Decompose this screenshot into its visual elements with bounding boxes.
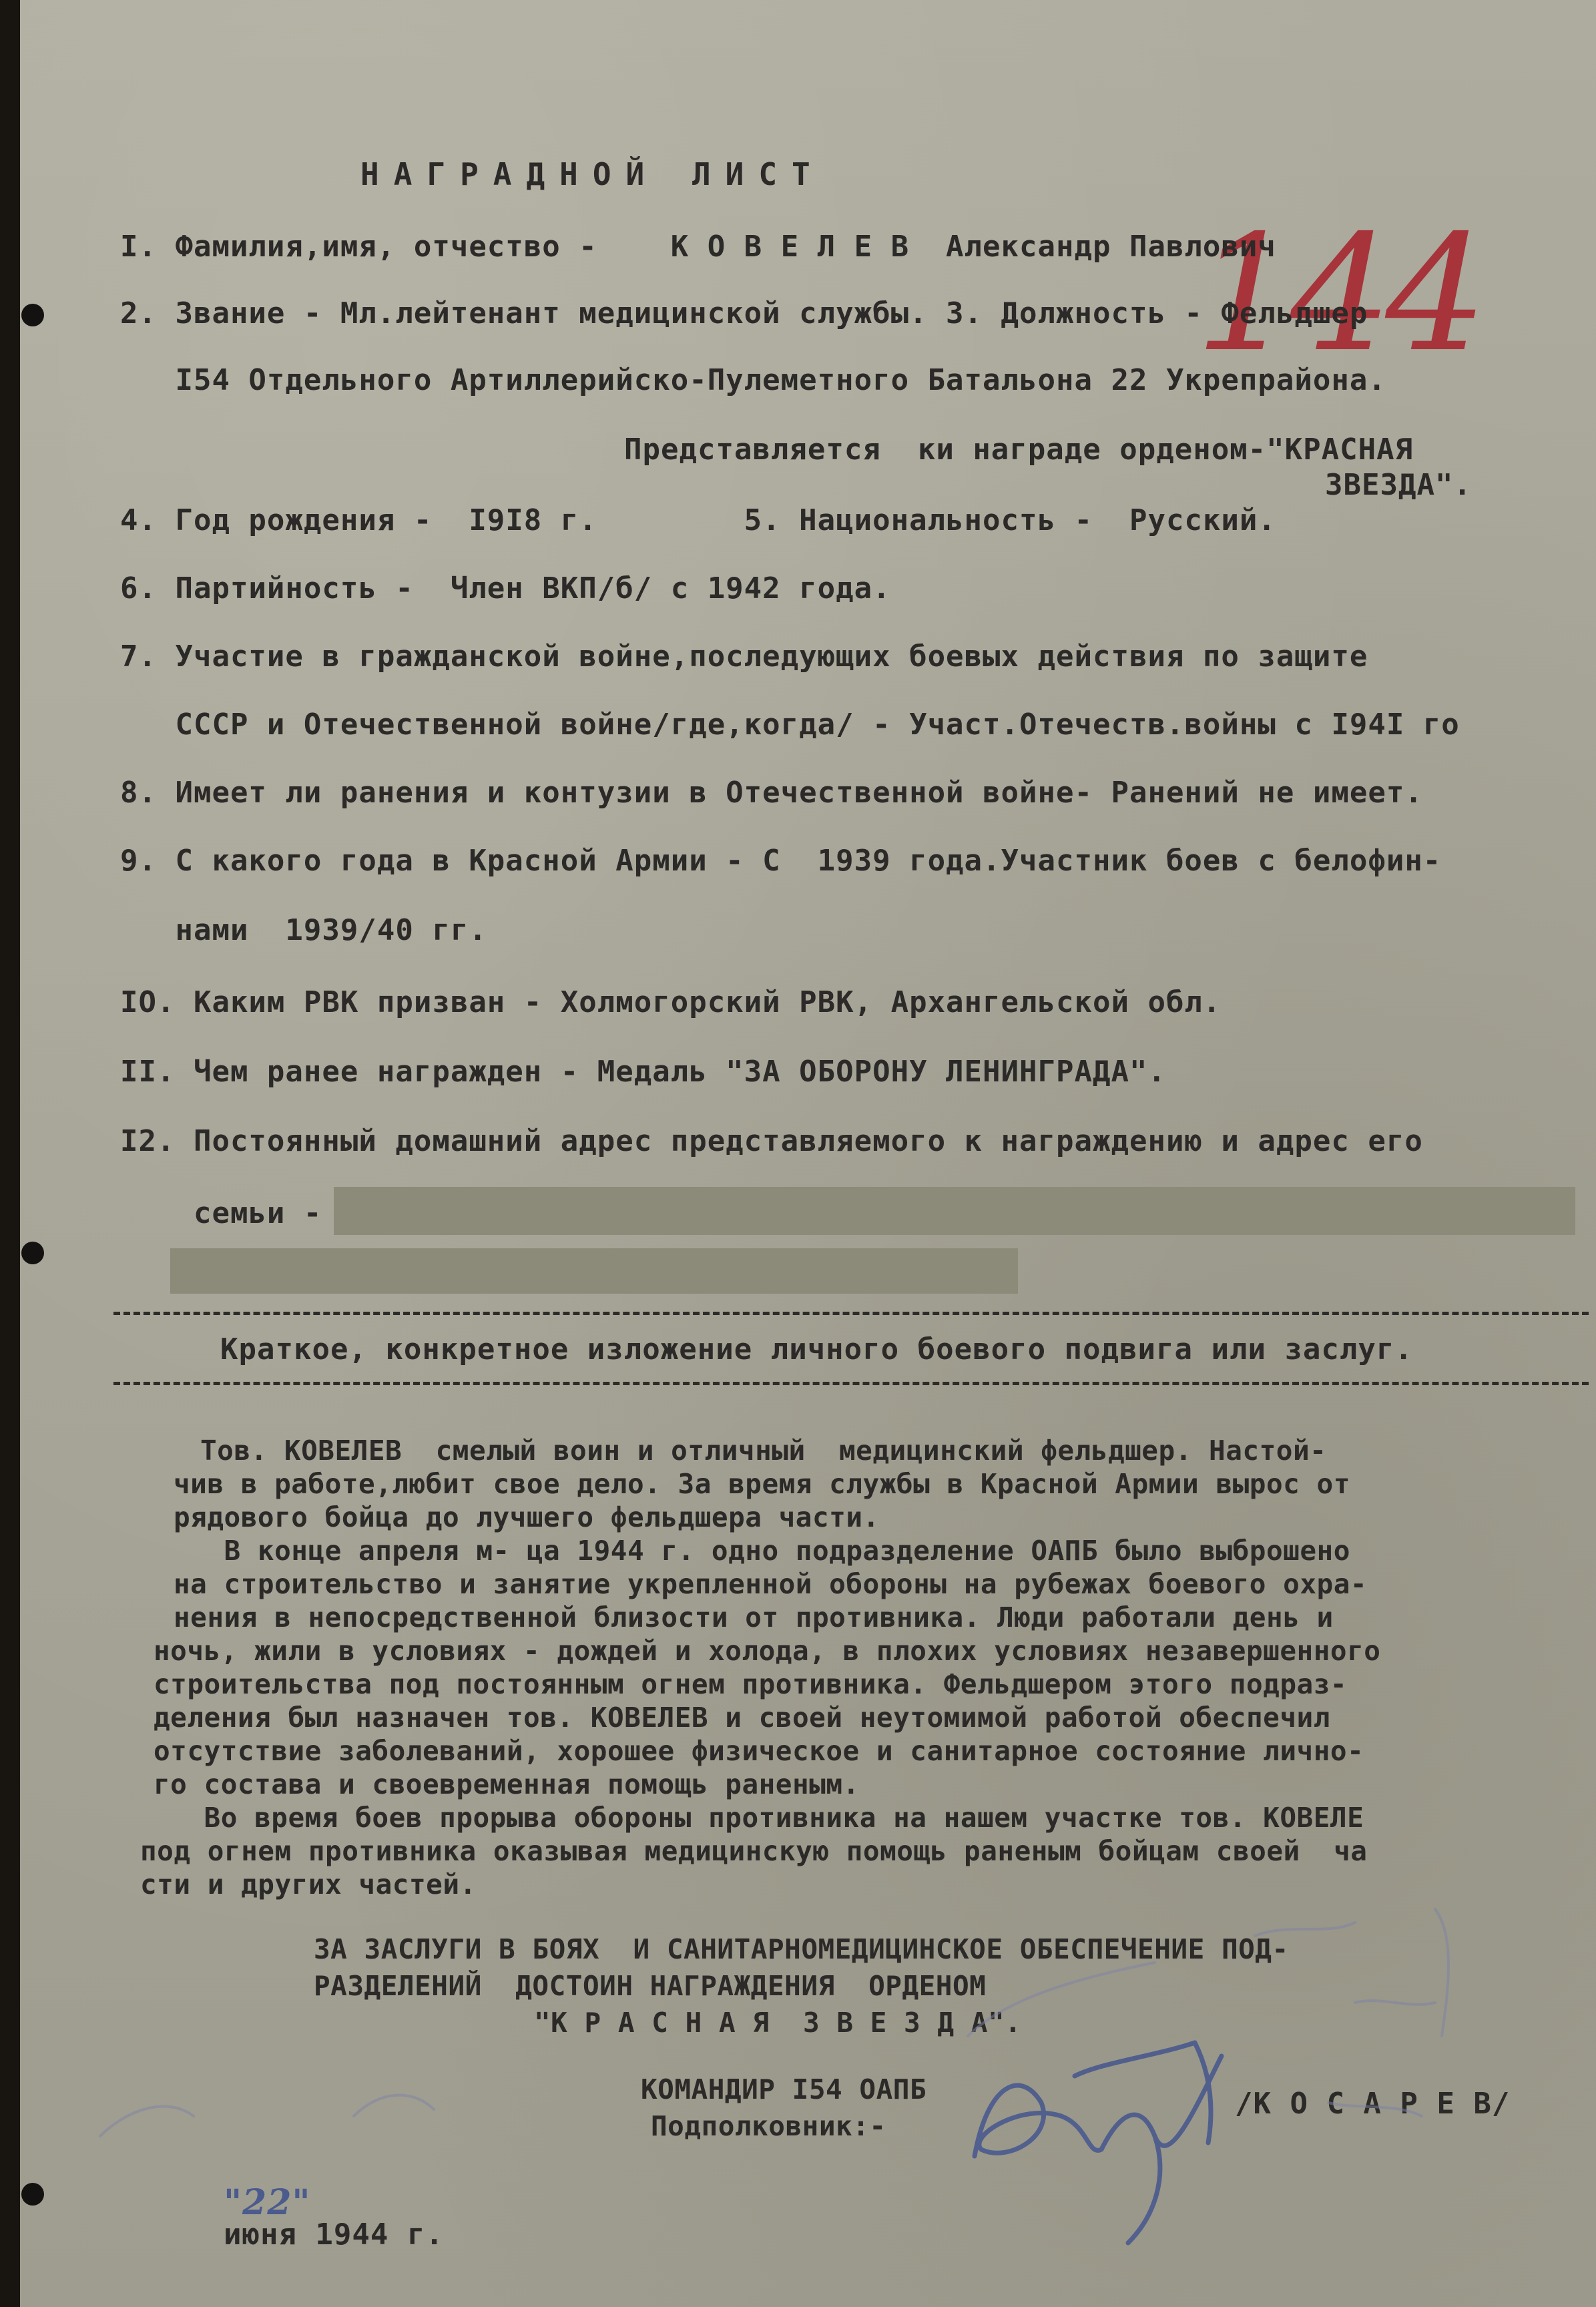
redacted-address-1 xyxy=(334,1187,1575,1235)
section-heading: Краткое, конкретное изложение личного боевого подвига или заслуг. xyxy=(220,1332,1413,1366)
item-10-conscripted: IO. Каким РВК призван - Холмогорский РВК, Архангельской обл. xyxy=(120,985,1222,1019)
item-7-patriotic-war: СССР и Отечественной войне/где,когда/ - Участ.Отечеств.войны с I94I го xyxy=(120,708,1460,742)
narrative-line: Тов. КОВЕЛЕВ смелый воин и отличный медицинский фельдшер. Настой- xyxy=(200,1435,1327,1467)
item-1-full-name: I. Фамилия,имя, отчество - К О В Е Л Е В Александр Павлович xyxy=(120,230,1276,264)
narrative-line: деления был назначен тов. КОВЕЛЕВ и своей неутомимой работой обеспечил xyxy=(154,1702,1330,1734)
item-12-family: семьи - xyxy=(120,1196,322,1230)
narrative-line: отсутствие заболеваний, хорошее физическое и санитарное состояние лично- xyxy=(154,1735,1364,1767)
item-6-party: 6. Партийность - Член ВКП/б/ с 1942 года. xyxy=(120,571,891,605)
item-2-rank-position: 2. Звание - Мл.лейтенант медицинской службы. 3. Должность - Фельдшер xyxy=(120,296,1368,330)
narrative-line: Во время боев прорыва обороны противника на нашем участке тов. КОВЕЛЕ xyxy=(154,1802,1364,1834)
award-submission: Представляется ки награде орденом-"КРАСНАЯ xyxy=(624,433,1414,467)
commander-name: /К О С А Р Е В/ xyxy=(1235,2087,1511,2121)
redacted-address-2 xyxy=(170,1248,1018,1294)
date-day: "22" xyxy=(223,2182,311,2223)
date-line xyxy=(150,2156,444,2279)
narrative-line: строительства под постоянным огнем противника. Фельдшером этого подраз- xyxy=(154,1668,1348,1700)
narrative-line: под огнем противника оказывая медицинскую помощь раненым бойцам своей ча xyxy=(140,1835,1368,1867)
narrative-line: нения в непосредственной близости от противника. Люди работали день и xyxy=(174,1601,1334,1633)
conclusion-line-1: ЗА ЗАСЛУГИ В БОЯХ И САНИТАРНОМЕДИЦИНСКОЕ ОБЕСПЕЧЕНИЕ ПОД- xyxy=(314,1933,1289,1965)
item-2-unit: I54 Отдельного Артиллерийско-Пулеметного Батальона 22 Укрепрайона. xyxy=(120,363,1386,397)
document-title: НАГРАДНОЙ ЛИСТ xyxy=(360,156,825,192)
narrative-line: го состава и своевременная помощь раненым. xyxy=(154,1768,860,1800)
item-12-address: I2. Постоянный домашний адрес представляемого к награждению и адрес его xyxy=(120,1124,1423,1158)
commander-rank: Подполковник:- xyxy=(651,2110,886,2142)
narrative-line: чив в работе,любит свое дело. За время службы в Красной Армии вырос от xyxy=(174,1468,1350,1500)
conclusion-line-3: "К Р А С Н А Я З В Е З Д А". xyxy=(534,2007,1022,2039)
item-11-previous-awards: II. Чем ранее награжден - Медаль "ЗА ОБОРОНУ ЛЕНИНГРАДА". xyxy=(120,1055,1166,1089)
item-4-5-birth-nationality: 4. Год рождения - I9I8 г. 5. Национальность - Русский. xyxy=(120,503,1276,537)
award-sheet xyxy=(20,0,1596,2307)
punch-hole-middle xyxy=(21,1242,44,1264)
date-month-year: июня 1944 г. xyxy=(223,2218,444,2252)
narrative-line: рядового бойца до лучшего фельдшера части. xyxy=(174,1501,880,1533)
section-divider-top xyxy=(113,1312,1589,1315)
narrative-line: сти и других частей. xyxy=(140,1868,477,1900)
item-9-winter-war: нами 1939/40 гг. xyxy=(120,913,487,947)
section-divider-bottom xyxy=(113,1382,1589,1385)
narrative-line: В конце апреля м- ца 1944 г. одно подразделение ОАПБ было выброшено xyxy=(174,1535,1350,1567)
item-7-civil-war: 7. Участие в гражданской войне,последующих боевых действия по защите xyxy=(120,639,1368,674)
narrative-line: на строительство и занятие укрепленной обороны на рубежах боевого охра- xyxy=(174,1568,1368,1600)
conclusion-line-2: РАЗДЕЛЕНИЙ ДОСТОИН НАГРАЖДЕНИЯ ОРДЕНОМ xyxy=(314,1970,987,2002)
item-8-wounds: 8. Имеет ли ранения и контузии в Отечественной войне- Ранений не имеет. xyxy=(120,776,1423,810)
commander-position: КОМАНДИР I54 ОАПБ xyxy=(641,2073,927,2105)
item-9-army-since: 9. С какого года в Красной Армии - С 1939 года.Участник боев с белофин- xyxy=(120,844,1442,878)
punch-hole-bottom xyxy=(21,2183,44,2206)
pencil-number: 144 xyxy=(1195,200,1481,387)
award-submission-end: ЗВЕЗДА". xyxy=(1325,468,1472,502)
punch-hole-top xyxy=(21,304,44,326)
narrative-line: ночь, жили в условиях - дождей и холода, в плохих условиях незавершенного xyxy=(154,1635,1381,1667)
